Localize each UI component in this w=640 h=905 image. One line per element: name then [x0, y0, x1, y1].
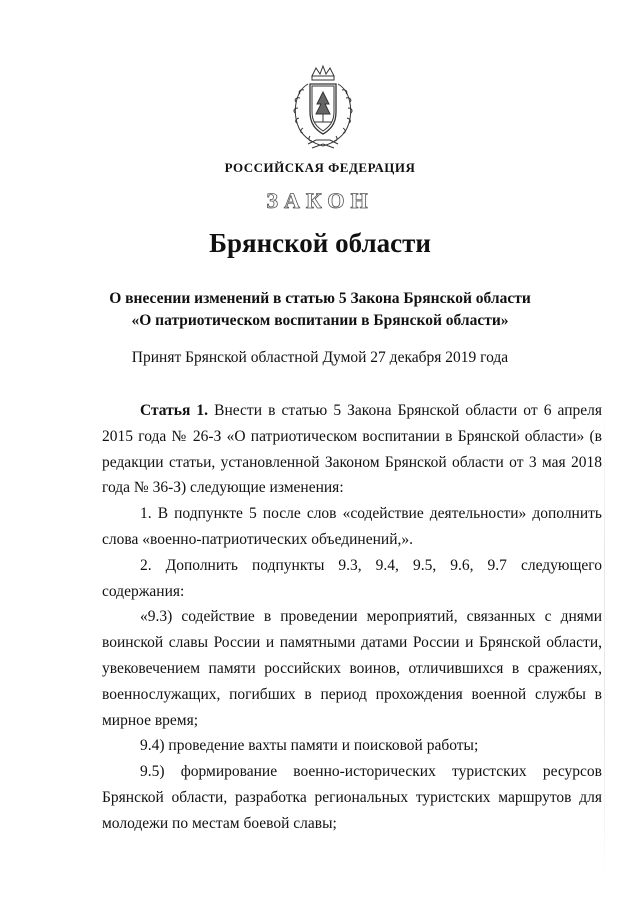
article-body [102, 398, 602, 837]
region-heading: Брянской области [209, 228, 431, 258]
law-title-line-2: «О патриотическом воспитании в Брянской области» [131, 312, 509, 329]
article-item: 2. Дополнить подпункты 9.3, 9.4, 9.5, 9.6, 9.7 следующего содержания: [102, 556, 602, 600]
country-heading: РОССИЙСКАЯ ФЕДЕРАЦИЯ [224, 160, 416, 175]
article-label: Статья 1. [140, 402, 209, 419]
article-item: «9.3) содействие в проведении мероприятий, связанных с днями воинской славы России и памятными датами России и Брянской области, увековечением памяти российских воинов, отличившихся в сражениях, военнослужащих, погибших в период прохождения военной службы в мирное время; [102, 608, 602, 729]
article-intro-text: Внести в статью 5 Закона Брянской области от 6 апреля 2015 года № 26-З «О патриотическом воспитании в Брянской области» (в редакции статьи, установленной Законом Брянской области от 3 мая 2018 года № 36-З) следующие изменения: [102, 402, 603, 497]
law-stamp-heading: ЗАКОН [266, 188, 374, 213]
law-title [0, 288, 640, 332]
law-title-line-1: О внесении изменений в статью 5 Закона Брянской области [109, 290, 531, 307]
article-item: 9.5) формирование военно-исторических туристских ресурсов Брянской области, разработка региональных туристских маршрутов для молодежи по местам боевой славы; [102, 763, 602, 832]
emblem-graphic [286, 64, 360, 152]
coat-of-arms-emblem [286, 64, 360, 152]
page-fold-shadow [604, 400, 605, 880]
adoption-line: Принят Брянской областной Думой 27 декабря 2019 года [131, 349, 509, 366]
article-item: 1. В подпункте 5 после слов «содействие деятельности» дополнить слова «военно-патриотических объединений,». [102, 505, 602, 548]
article-intro-paragraph [102, 398, 602, 501]
article-item: 9.4) проведение вахты памяти и поисковой работы; [140, 737, 479, 755]
